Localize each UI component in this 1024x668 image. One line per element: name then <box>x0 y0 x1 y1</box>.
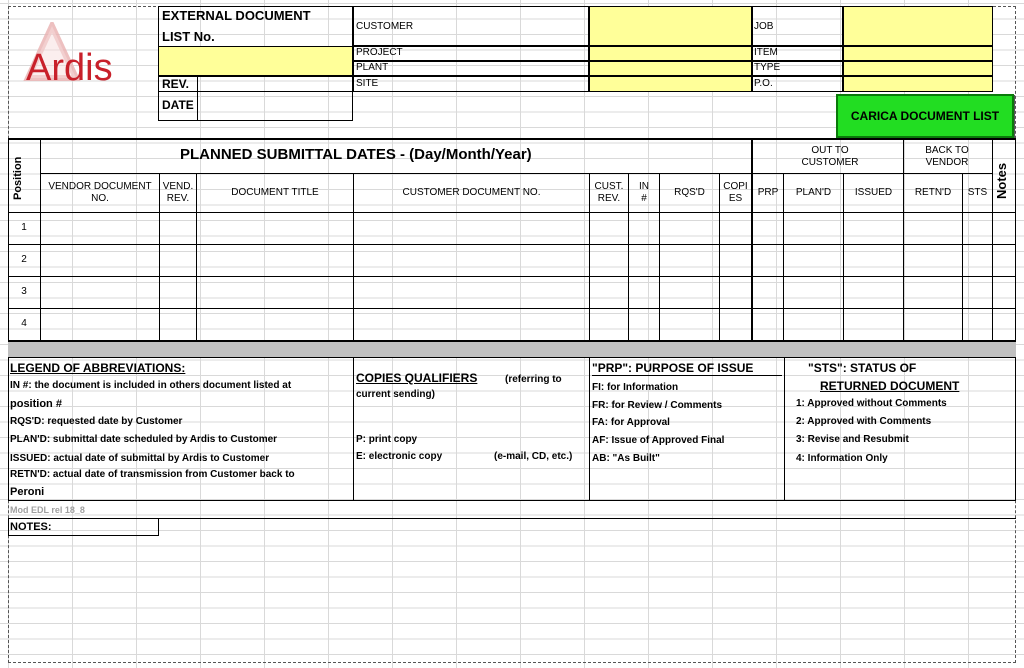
plant-label-cell <box>353 61 589 76</box>
legend-line-6: RETN'D: actual date of transmission from Customer back to <box>10 469 295 480</box>
type-field[interactable] <box>843 61 993 76</box>
sts-item-1: 1: Approved without Comments <box>796 398 947 409</box>
load-document-list-button[interactable]: CARICA DOCUMENT LIST <box>836 94 1014 138</box>
planned-submittal-title: PLANNED SUBMITTAL DATES - (Day/Month/Year) <box>180 146 532 163</box>
legend-line-1: IN #: the document is included in others document listed at <box>10 380 292 391</box>
prp-item-fa: FA: for Approval <box>592 417 670 428</box>
row-position-1: 1 <box>21 222 27 233</box>
col-pland: PLAN'D <box>795 187 832 198</box>
prp-item-fr: FR: for Review / Comments <box>592 400 723 411</box>
row-position-3: 3 <box>21 286 27 297</box>
separator-band <box>8 341 1016 358</box>
date-field[interactable] <box>197 91 353 121</box>
item-field[interactable] <box>843 46 993 61</box>
prp-item-ab: AB: "As Built" <box>592 453 660 464</box>
col-retnd: RETN'D <box>914 187 952 198</box>
col-document-title: DOCUMENT TITLE <box>231 187 319 198</box>
sts-item-4: 4: Information Only <box>796 453 888 464</box>
site-label: SITE <box>356 78 379 89</box>
legend-line-5: ISSUED: actual date of submittal by Ardis to Customer <box>10 453 270 464</box>
col-customer-document-no: CUSTOMER DOCUMENT NO. <box>402 187 541 198</box>
legend-line-7: Peroni <box>10 486 45 498</box>
position-header: Position <box>12 156 24 200</box>
copies-title: COPIES QUALIFIERS <box>356 371 478 385</box>
site-label-cell <box>353 76 589 92</box>
logo-text: Ardis <box>26 47 113 89</box>
back-to-vendor-header: BACK TO VENDOR <box>925 145 969 168</box>
rev-label: REV. <box>162 77 189 91</box>
copies-subtitle-2: current sending) <box>356 389 435 400</box>
customer-label: CUSTOMER <box>356 21 414 32</box>
doc-list-title-2: LIST No. <box>162 29 215 44</box>
copies-print: P: print copy <box>356 434 418 445</box>
row-position-4: 4 <box>21 318 27 329</box>
sts-title-2: RETURNED DOCUMENT <box>820 379 960 393</box>
plant-field[interactable] <box>589 61 752 76</box>
col-vendor-document-no: VENDOR DOCUMENT NO. <box>48 181 152 204</box>
prp-item-af: AF: Issue of Approved Final <box>592 435 725 446</box>
notes-label: NOTES: <box>10 521 52 533</box>
item-label: ITEM <box>754 47 778 58</box>
rev-field[interactable] <box>197 76 353 92</box>
col-in-no: IN # <box>639 181 649 204</box>
prp-item-fi: FI: for Information <box>592 382 679 393</box>
col-sts: STS <box>967 187 988 198</box>
copies-electronic: E: electronic copy <box>356 451 443 462</box>
doc-list-number-field[interactable] <box>158 46 353 76</box>
sts-item-3: 3: Revise and Resubmit <box>796 434 909 445</box>
doc-list-title-1: EXTERNAL DOCUMENT <box>162 8 311 23</box>
col-vend-rev: VEND. REV. <box>162 181 194 204</box>
col-issued: ISSUED <box>854 187 893 198</box>
notes-header: Notes <box>994 162 1009 199</box>
col-copies: COPIES <box>723 181 748 204</box>
type-label: TYPE <box>754 62 781 73</box>
out-to-customer-header: OUT TO CUSTOMER <box>801 145 859 168</box>
legend-line-4: PLAN'D: submittal date scheduled by Ardis to Customer <box>10 434 278 445</box>
col-prp: PRP <box>757 187 779 198</box>
copies-subtitle: (referring to <box>505 374 562 385</box>
customer-field[interactable] <box>589 6 752 46</box>
legend-line-3: RQS'D: requested date by Customer <box>10 416 183 427</box>
table-top-border <box>8 138 1016 140</box>
col-rqsd: RQS'D <box>674 187 705 198</box>
po-label: P.O. <box>754 78 773 89</box>
date-label: DATE <box>162 98 194 112</box>
job-field[interactable] <box>843 6 993 46</box>
ardis-logo <box>22 22 134 100</box>
sts-item-2: 2: Approved with Comments <box>796 416 932 427</box>
row-position-2: 2 <box>21 254 27 265</box>
legend-title: LEGEND OF ABBREVIATIONS: <box>10 361 186 375</box>
plant-label: PLANT <box>356 62 389 73</box>
project-label: PROJECT <box>356 47 403 58</box>
sts-title-1: "STS": STATUS OF <box>808 361 917 375</box>
copies-electronic-note: (e-mail, CD, etc.) <box>494 451 573 462</box>
po-field[interactable] <box>843 76 993 92</box>
job-label: JOB <box>754 21 774 32</box>
project-field[interactable] <box>589 46 752 61</box>
prp-title: "PRP": PURPOSE OF ISSUE <box>592 361 754 375</box>
col-cust-rev: CUST. REV. <box>594 181 624 204</box>
site-field[interactable] <box>589 76 752 92</box>
mod-version: Mod EDL rel 18_8 <box>10 505 85 515</box>
legend-line-2: position # <box>10 398 62 410</box>
